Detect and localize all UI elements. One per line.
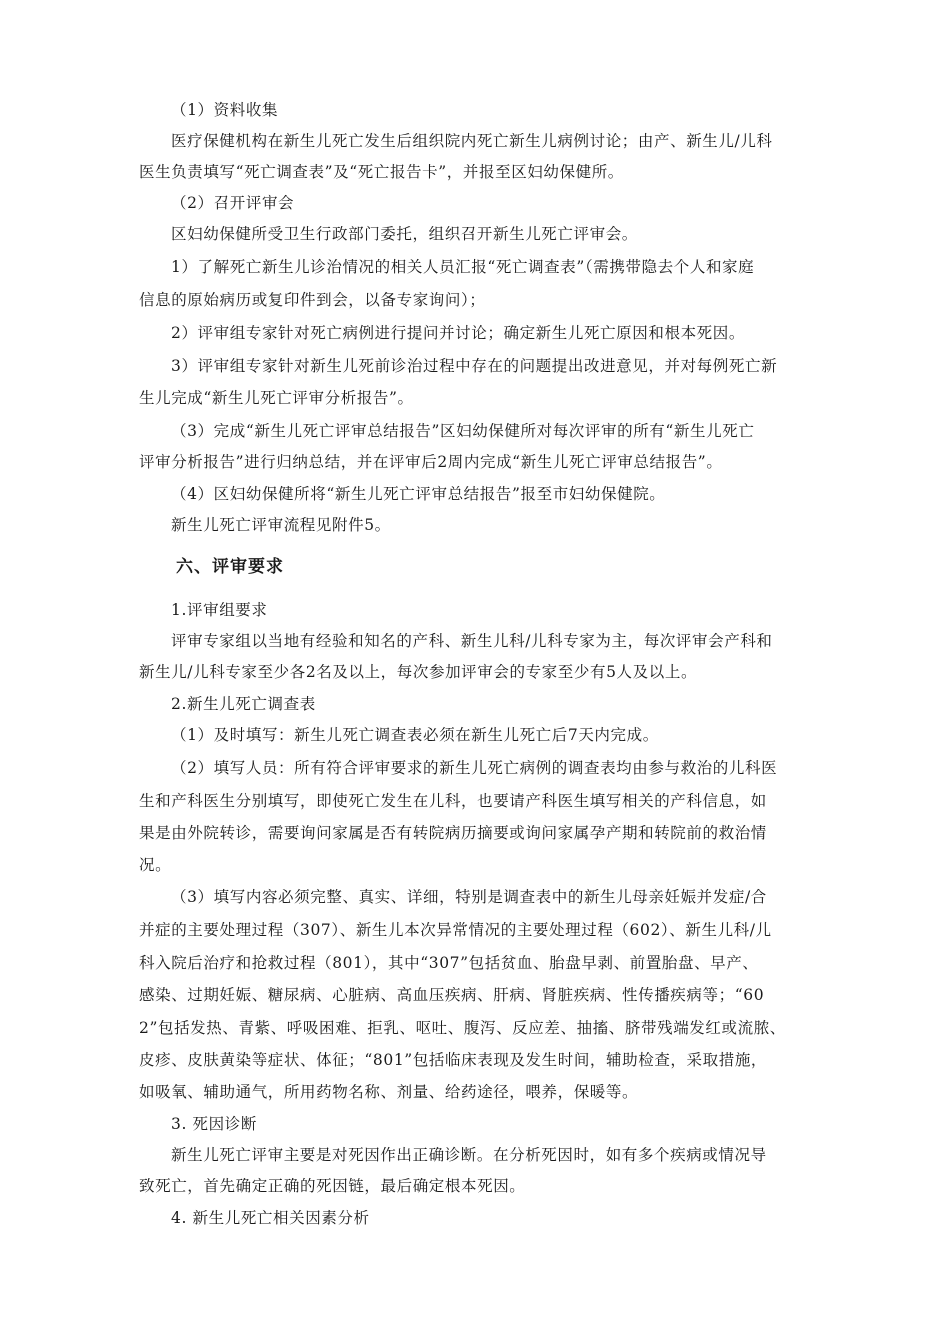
paragraph-line: 如吸氧、辅助通气，所用药物名称、剂量、给药途径，喂养，保暖等。 [139, 1083, 639, 1101]
paragraph-line: 新生儿/儿科专家至少各2名及以上，每次参加评审会的专家至少有5人及以上。 [139, 663, 698, 681]
subsection-heading: 2.新生儿死亡调查表 [171, 695, 316, 713]
paragraph-line: 新生儿死亡评审流程见附件5。 [171, 516, 391, 534]
paragraph-line: 新生儿死亡评审主要是对死因作出正确诊断。在分析死因时，如有多个疾病或情况导 [171, 1146, 767, 1164]
paragraph-line: 评审分析报告”进行归纳总结，并在评审后2周内完成“新生儿死亡评审总结报告”。 [139, 453, 723, 471]
paragraph-line: （1）及时填写：新生儿死亡调查表必须在新生儿死亡后7天内完成。 [171, 726, 659, 744]
paragraph-line: 评审专家组以当地有经验和知名的产科、新生儿科/儿科专家为主，每次评审会产科和 [171, 632, 773, 650]
paragraph-line: 果是由外院转诊，需要询问家属是否有转院病历摘要或询问家属孕产期和转院前的救治情 [139, 824, 767, 842]
subsection-heading: （1）资料收集 [171, 101, 279, 119]
paragraph-line: 1）了解死亡新生儿诊治情况的相关人员汇报“死亡调查表”（需携带隐去个人和家庭 [171, 258, 755, 276]
paragraph-line: 医疗保健机构在新生儿死亡发生后组织院内死亡新生儿病例讨论；由产、新生儿/儿科 [171, 132, 773, 150]
paragraph-line: 医生负责填写“死亡调查表”及“死亡报告卡”，并报至区妇幼保健所。 [139, 163, 624, 181]
paragraph-line: 生和产科医生分别填写，即使死亡发生在儿科，也要请产科医生填写相关的产科信息，如 [139, 792, 767, 810]
paragraph-line: 2”包括发热、青紫、呼吸困难、拒乳、呕吐、腹泻、反应差、抽搐、脐带残端发红或流脓、 [139, 1019, 786, 1037]
paragraph-line: （4）区妇幼保健所将“新生儿死亡评审总结报告”报至市妇幼保健院。 [171, 485, 666, 503]
paragraph-line: 感染、过期妊娠、糖尿病、心脏病、高血压疾病、肝病、肾脏疾病、性传播疾病等；“60 [139, 986, 765, 1004]
paragraph-line: （2）填写人员：所有符合评审要求的新生儿死亡病例的调查表均由参与救治的儿科医 [171, 759, 778, 777]
paragraph-line: 况。 [139, 856, 172, 874]
paragraph-line: 生儿完成“新生儿死亡评审分析报告”。 [139, 389, 414, 407]
paragraph-line: 区妇幼保健所受卫生行政部门委托，组织召开新生儿死亡评审会。 [171, 225, 638, 243]
paragraph-line: 并症的主要处理过程（307）、新生儿本次异常情况的主要处理过程（602）、新生儿科/儿 [139, 921, 772, 939]
paragraph-line: 信息的原始病历或复印件到会，以备专家询问）； [139, 291, 486, 309]
paragraph-line: 致死亡，首先确定正确的死因链，最后确定根本死因。 [139, 1177, 526, 1195]
subsection-heading: （2）召开评审会 [171, 194, 295, 212]
subsection-heading: 1.评审组要求 [171, 601, 268, 619]
paragraph-line: （3）完成“新生儿死亡评审总结报告”区妇幼保健所对每次评审的所有“新生儿死亡 [171, 422, 755, 440]
paragraph-line: 3）评审组专家针对新生儿死前诊治过程中存在的问题提出改进意见，并对每例死亡新 [171, 357, 778, 375]
paragraph-line: 科入院后治疗和抢救过程（801），其中“307”包括贫血、胎盘早剥、前置胎盘、早产、 [139, 954, 759, 972]
paragraph-line: 皮疹、皮肤黄染等症状、体征；“801”包括临床表现及发生时间，辅助检查，采取措施， [139, 1051, 768, 1069]
section-heading: 六、评审要求 [176, 557, 284, 577]
paragraph-line: 2）评审组专家针对死亡病例进行提问并讨论；确定新生儿死亡原因和根本死因。 [171, 324, 745, 342]
subsection-heading: 4. 新生儿死亡相关因素分析 [171, 1209, 370, 1227]
paragraph-line: （3）填写内容必须完整、真实、详细，特别是调查表中的新生儿母亲妊娠并发症/合 [171, 888, 767, 906]
subsection-heading: 3. 死因诊断 [171, 1115, 257, 1133]
